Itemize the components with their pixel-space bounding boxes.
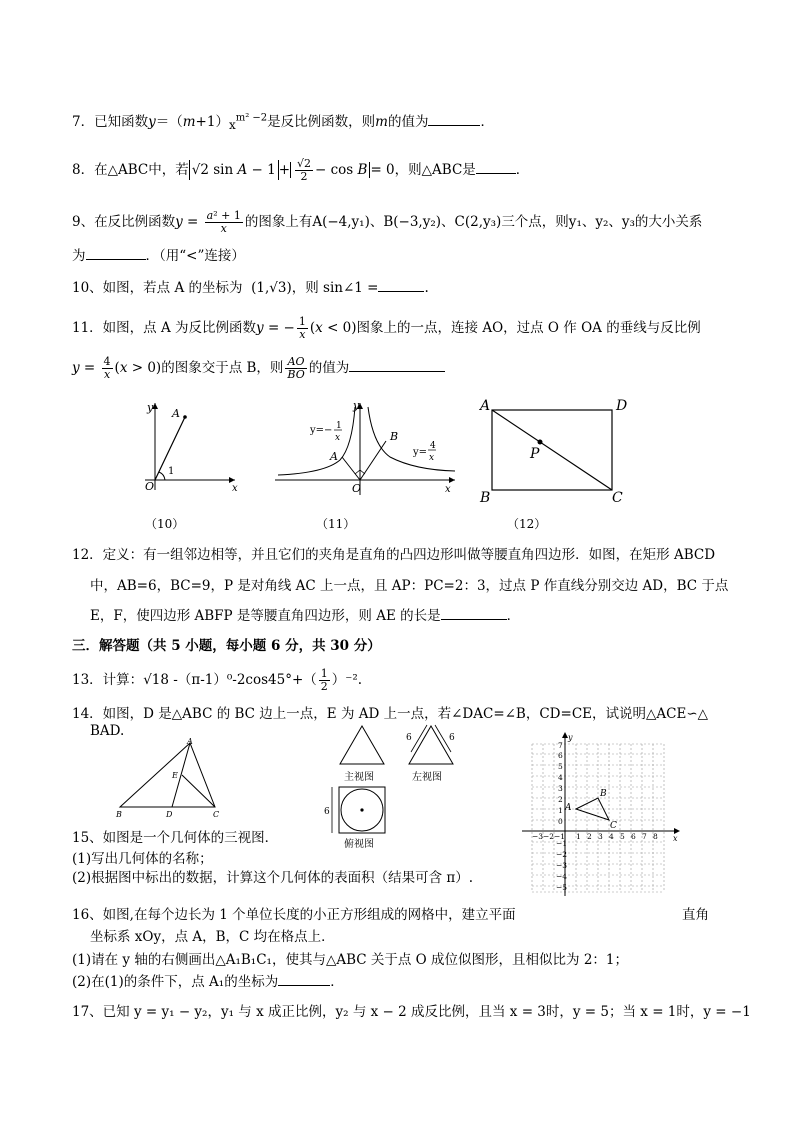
svg-text:1: 1 <box>168 466 175 477</box>
svg-text:x: x <box>445 484 451 495</box>
svg-text:3: 3 <box>598 832 603 841</box>
question-15-line3: (2)根据图中标出的数据，计算这个几何体的表面积（结果可含 π）. <box>72 870 474 886</box>
svg-text:2: 2 <box>558 795 563 804</box>
top-view-label: 俯视图 <box>344 839 374 850</box>
question-8: 8．在△ABC中，若 √2 sin A − 1 + $\frac{√2}{2}$ − cos B = 0，则△ABC是 ． <box>72 157 530 183</box>
svg-text:5: 5 <box>558 762 563 771</box>
svg-text:A: A <box>480 398 491 414</box>
svg-text:6: 6 <box>406 733 412 743</box>
svg-text:P: P <box>530 446 540 462</box>
svg-text:−2: −2 <box>556 850 568 859</box>
svg-text:6: 6 <box>631 832 636 841</box>
svg-text:A: A <box>172 407 180 420</box>
svg-text:x: x <box>335 433 341 443</box>
svg-text:y=: y= <box>413 447 428 458</box>
svg-text:y: y <box>353 399 360 412</box>
svg-text:A: A <box>187 737 193 746</box>
svg-text:0: 0 <box>558 817 563 826</box>
question-12-line1: 12．定义：有一组邻边相等，并且它们的夹角是直角的凸四边形叫做等腰直角四边形．如图，在矩形 ABCD <box>72 547 716 563</box>
question-12-line2: 中，AB=6，BC=9，P 是对角线 AC 上一点，且 AP：PC=2：3，过点 P 作直线分别交边 AD，BC 于点 <box>90 578 729 594</box>
svg-text:−1: −1 <box>554 832 566 841</box>
svg-text:−1: −1 <box>556 839 568 848</box>
question-10: 10、如图，若点 A 的坐标为 (1,√3)，则 sin∠1 = . <box>72 280 429 296</box>
question-17: 17、已知 y = y₁ − y₂，y₁ 与 x 成正比例，y₂ 与 x − 2 成反比例，且当 x = 3时，y = 5；当 x = 1时，y = −1 <box>72 1004 751 1020</box>
figure-12-caption: （12） <box>507 517 547 531</box>
question-9: 9、在反比例函数y = $\frac{\text{a² + 1}}{x}$ 的图象上有A(−4,y₁)、B(−3,y₂)、C(2,y₃)三个点，则y₁、y₂、y₃的大小关系 <box>72 209 703 235</box>
svg-text:x: x <box>232 483 238 494</box>
svg-text:3: 3 <box>558 784 563 793</box>
figure-11 <box>270 395 460 500</box>
svg-text:A: A <box>565 803 572 813</box>
svg-text:y: y <box>568 733 573 742</box>
question-13: 13．计算：√18 -（π-1）⁰-2cos45°+（ $\frac{1}{2}$ ）⁻². <box>72 667 363 693</box>
svg-text:E: E <box>172 771 178 780</box>
section-heading: 三．解答题（共 5 小题，每小题 6 分，共 30 分） <box>72 638 381 654</box>
svg-text:D: D <box>616 398 628 414</box>
question-15-line2: (1)写出几何体的名称； <box>72 851 213 867</box>
svg-text:C: C <box>612 490 623 506</box>
question-14-line1: 14．如图，D 是△ABC 的 BC 边上一点，E 为 AD 上一点，若∠DAC=∠B，CD=CE，试说明△ACE∽△ <box>72 706 709 722</box>
svg-text:B: B <box>600 789 607 799</box>
svg-text:8: 8 <box>653 832 658 841</box>
figure-10 <box>135 395 245 495</box>
answer-blank[interactable] <box>441 607 507 620</box>
svg-text:y=−: y=− <box>310 425 333 436</box>
question-11-line2: y = $\frac{4}{x}$ (x > 0)的图象交于点 B，则 $\frac{AO}{BO}$ 的值为 <box>72 356 445 381</box>
svg-text:7: 7 <box>558 741 563 750</box>
svg-text:y: y <box>147 401 154 414</box>
svg-text:B: B <box>390 430 399 443</box>
svg-text:5: 5 <box>620 832 625 841</box>
question-16-line2: 坐标系 xOy，点 A，B，C 均在格点上． <box>90 929 335 945</box>
question-9-line2: 为 ．（用“<”连接） <box>72 248 245 264</box>
answer-blank[interactable] <box>378 279 424 292</box>
svg-text:x: x <box>429 453 435 463</box>
svg-text:6: 6 <box>449 733 455 743</box>
svg-text:4: 4 <box>609 832 614 841</box>
question-16-line3: (1)请在 y 轴的右侧画出△A₁B₁C₁，使其与△ABC 关于点 O 成位似图形，且相似比为 2：1； <box>72 952 628 968</box>
svg-text:1: 1 <box>558 806 563 815</box>
question-7: 7．已知函数$y=(m+1)x^{m^2 -2}$是反比例函数，则m的值为 ． <box>72 112 494 132</box>
answer-blank[interactable] <box>86 247 146 260</box>
svg-text:1: 1 <box>336 421 342 431</box>
svg-text:x: x <box>673 834 678 843</box>
svg-text:4: 4 <box>558 773 563 782</box>
question-14-line2: BAD. <box>90 723 125 739</box>
svg-text:−3: −3 <box>532 832 544 841</box>
svg-text:D: D <box>166 810 173 819</box>
svg-text:6: 6 <box>324 807 330 817</box>
figure-14-triangle <box>110 735 235 820</box>
answer-blank[interactable] <box>476 161 516 174</box>
figure-12 <box>478 392 638 507</box>
question-16-line1-right: 直角 <box>682 907 709 923</box>
svg-text:2: 2 <box>587 832 592 841</box>
svg-text:1: 1 <box>576 832 581 841</box>
svg-text:−5: −5 <box>556 883 568 892</box>
left-view-label: 左视图 <box>412 772 442 783</box>
top-view-figure <box>322 785 392 835</box>
svg-text:−3: −3 <box>556 861 568 870</box>
front-view-label: 主视图 <box>344 772 374 783</box>
svg-text:4: 4 <box>430 441 436 451</box>
svg-text:−2: −2 <box>543 832 555 841</box>
answer-blank[interactable] <box>278 973 330 986</box>
svg-text:O: O <box>145 480 155 493</box>
question-11: 11．如图，点 A 为反比例函数y = − $\frac{1}{x}$ (x < 0)图象上的一点，连接 AO，过点 O 作 OA 的垂线与反比例 <box>72 315 701 341</box>
answer-blank[interactable] <box>428 113 480 126</box>
svg-text:C: C <box>213 810 220 819</box>
svg-text:7: 7 <box>642 832 647 841</box>
svg-text:−4: −4 <box>556 872 568 881</box>
figure-10-caption: （10） <box>145 517 185 531</box>
svg-text:B: B <box>116 810 122 819</box>
answer-blank[interactable] <box>349 359 445 372</box>
question-15-line1: 15、如图是一个几何体的三视图． <box>72 830 279 846</box>
figure-11-caption: （11） <box>316 517 356 531</box>
svg-text:O: O <box>352 482 362 495</box>
question-16-line4: (2)在(1)的条件下，点 A₁的坐标为 ． <box>72 974 344 990</box>
front-view-figure <box>336 722 388 767</box>
question-12-line3: E，F，使四边形 ABFP 是等腰直角四边形，则 AE 的长是 ． <box>90 608 521 624</box>
figure-16-grid <box>518 730 686 896</box>
svg-text:B: B <box>480 490 491 506</box>
svg-text:A: A <box>330 450 338 463</box>
svg-text:C: C <box>610 821 617 831</box>
svg-text:6: 6 <box>558 751 563 760</box>
left-view-figure <box>400 722 462 767</box>
question-16-line1: 16、如图,在每个边长为 1 个单位长度的小正方形组成的网格中，建立平面 <box>72 907 516 923</box>
